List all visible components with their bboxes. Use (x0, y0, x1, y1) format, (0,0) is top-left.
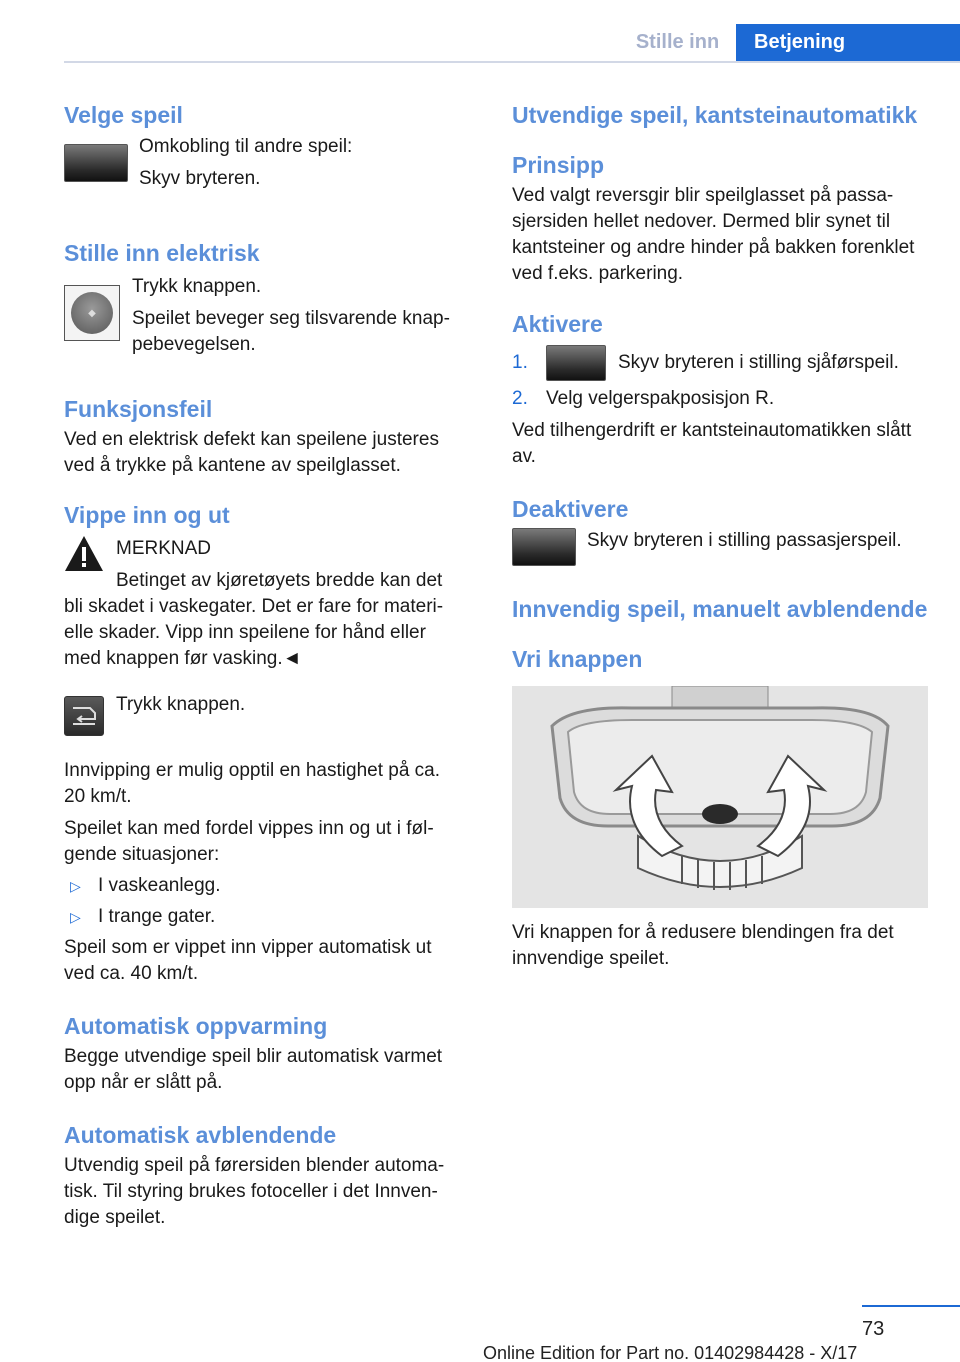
mirror-switch-icon (512, 528, 576, 566)
warning-label: MERKNAD (116, 538, 212, 559)
velge-line1: Omkobling til andre speil: (139, 136, 353, 157)
right-column (512, 100, 930, 972)
fold-press-text: Trykk knappen. (116, 694, 246, 715)
fold-mirror-button-icon (64, 696, 104, 736)
velge-speil-row (64, 136, 464, 192)
footer-edition: Online Edition for Part no. 01402984428 - X/17 (483, 1343, 858, 1362)
heading-innvendig-speil: Innvendig speil, manuelt avblendende (512, 596, 928, 622)
heading-automatisk-oppvarming: Automatisk oppvarming (64, 1013, 328, 1039)
triangle-bullet-icon: ▷ (70, 878, 81, 894)
heading-vri-knappen: Vri knappen (512, 646, 643, 672)
fold-button-row (64, 692, 464, 736)
vippe-p3: Speil som er vippet inn vipper automatisk ut ved ca. 40 km/t. (64, 937, 432, 984)
header-tab-stille-inn[interactable]: Stille inn (635, 31, 720, 53)
triangle-bullet-icon: ▷ (70, 909, 81, 925)
heading-kantsteinautomatikk: Utvendige speil, kantsteinautomatikk (512, 102, 918, 128)
mirror-switch-icon (546, 345, 606, 381)
joystick-knob-icon: ◆ (71, 292, 113, 334)
elektrisk-line1: Trykk knappen. (132, 276, 262, 297)
heading-aktivere: Aktivere (512, 311, 603, 337)
footer-divider (862, 1305, 960, 1307)
funksjonsfeil-text: Ved en elektrisk defekt kan speilene justeres ved å trykke på kantene av speilglasset. (64, 429, 439, 476)
list-item: 2. Velg velgerspakposisjon R. (512, 388, 775, 409)
list-item: 1. Skyv bryteren i stilling sjåførspeil. (512, 345, 930, 381)
interior-mirror-illustration (512, 686, 928, 908)
warning-triangle-icon (64, 534, 104, 574)
heading-automatisk-avblendende: Automatisk avblendende (64, 1122, 337, 1148)
vippe-p1: Innvipping er mulig opptil en hastighet på ca. 20 km/t. (64, 760, 441, 807)
avblendende-text: Utvendig speil på førersiden blender automatisk. Til styring brukes fotoceller i det Innvendige speilet. (64, 1155, 445, 1228)
mirror-switch-icon (64, 144, 128, 182)
left-column (64, 100, 464, 1231)
header-tab-betjening[interactable]: Betjening (736, 24, 960, 61)
heading-velge-speil: Velge speil (64, 102, 183, 128)
list-item: ▷ I vaskeanlegg. (64, 873, 464, 899)
joystick-icon (64, 285, 120, 341)
heading-funksjonsfeil: Funksjonsfeil (64, 396, 213, 422)
vippe-p2: Speilet kan med fordel vippes inn og ut i følgende situasjoner: (64, 818, 434, 865)
prinsipp-text: Ved valgt reversgir blir speilglasset på passasjersiden hellet nedover. Dermed blir synet til kantsteiner og andre hinder på bakken forenklet ved f.eks. parkering. (512, 185, 915, 284)
vippe-bullets (64, 873, 464, 930)
page-number: 73 (862, 1318, 885, 1340)
heading-prinsipp: Prinsipp (512, 152, 605, 178)
header-divider (64, 61, 960, 63)
heading-deaktivere: Deaktivere (512, 496, 629, 522)
velge-line2: Skyv bryteren. (139, 168, 261, 189)
elektrisk-line2: Speilet beveger seg tilsvarende knappebevegelsen. (132, 308, 450, 355)
aktivere-steps (512, 345, 930, 412)
warning-block (64, 536, 464, 672)
heading-vippe-inn-og-ut: Vippe inn og ut (64, 502, 230, 528)
tilhenger-text: Ved tilhengerdrift er kantsteinautomatikken slått av. (512, 420, 912, 467)
oppvarming-text: Begge utvendige speil blir automatisk varmet opp når er slått på. (64, 1046, 443, 1093)
deaktivere-text: Skyv bryteren i stilling passasjerspeil. (587, 530, 902, 551)
heading-stille-inn-elektrisk: Stille inn elektrisk (64, 240, 260, 266)
mirror-caption: Vri knappen for å redusere blendingen fra det innvendige speilet. (512, 922, 894, 969)
warning-text: Betinget av kjøretøyets bredde kan det bli skadet i vaskegater. Det er fare for materielle skader. Vipp inn speilene for hånd eller med knappen før vasking.◄ (64, 570, 444, 669)
elektrisk-row (64, 274, 464, 358)
deaktivere-row (512, 528, 930, 566)
list-item: ▷ I trange gater. (64, 904, 464, 930)
